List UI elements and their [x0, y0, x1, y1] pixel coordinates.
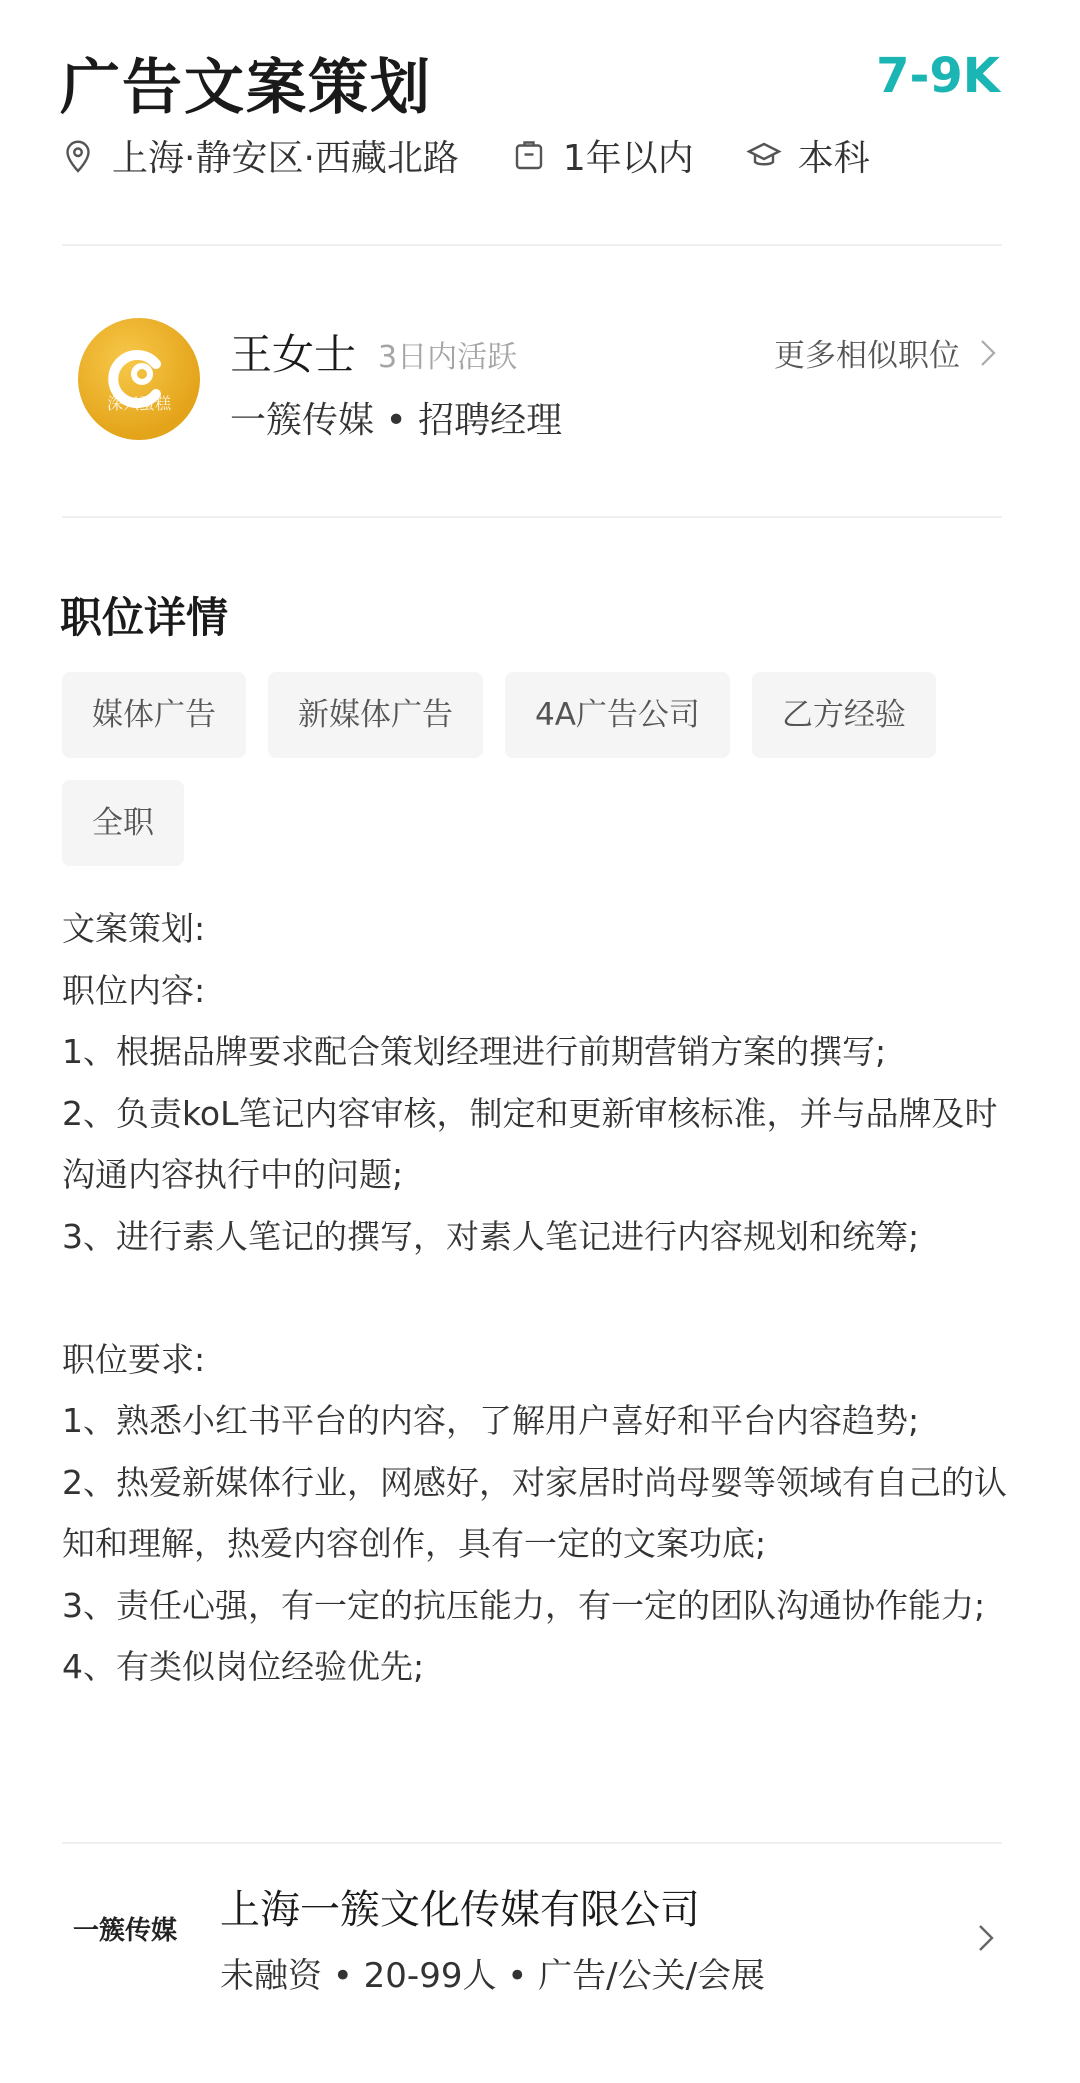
job-description: 文案策划: 职位内容: 1、根据品牌要求配合策划经理进行前期营销方案的撰写; 2、负责koL笔记内容审核，制定和更新审核标准，并与品牌及时沟通内容执行中的问题; 3、进行素人笔记的撰写，对素人笔记进行内容规划和统筹; 职位要求: 1、熟悉小红书平台的内容，了解用户喜好和平台内容趋势; 2、热爱新媒体行业，网感好，对家居时尚母婴等领域有自己的认知和理解，热爱内容创作，具有一定的文案功底; 3、责任心强，有一定的抗压能力，有一定的团队沟通协作能力; 4、有类似岗位经验优先; [62, 909, 1007, 1686]
company-name[interactable]: 上海一簇文化传媒有限公司 [220, 1887, 700, 1933]
chevron-right-icon[interactable] [974, 1918, 998, 1958]
similar-jobs-link[interactable] [774, 330, 1000, 375]
divider [62, 1842, 1002, 1844]
job-meta-row [60, 130, 922, 181]
recruiter-name: 王女士 [230, 330, 357, 379]
experience-text: 1年以内 [562, 138, 694, 179]
company-logo: 一簇传媒 [72, 1915, 177, 1946]
tag: 4A广告公司 [505, 672, 730, 758]
location-item [60, 130, 459, 181]
education-item [746, 130, 870, 181]
tag: 新媒体广告 [268, 672, 483, 758]
divider [62, 516, 1002, 518]
graduation-cap-icon [746, 138, 782, 174]
company-info: 未融资 • 20-99人 • 广告/公关/会展 [220, 1956, 766, 1996]
salary: 7-9K [876, 48, 1000, 104]
avatar-logo-text: 深兴蛋糕 [106, 394, 171, 413]
similar-jobs-label: 更多相似职位 [774, 338, 960, 374]
tag: 媒体广告 [62, 672, 246, 758]
chevron-right-icon [976, 335, 1000, 371]
recruiter-company-role: 一簇传媒 • 招聘经理 [230, 400, 563, 441]
avatar[interactable] [78, 318, 200, 440]
details-heading: 职位详情 [60, 593, 229, 642]
tag: 乙方经验 [752, 672, 936, 758]
job-title: 广告文案策划 [60, 53, 432, 123]
divider [62, 244, 1002, 246]
briefcase-icon [511, 138, 547, 174]
experience-item [511, 130, 694, 181]
education-text: 本科 [797, 138, 870, 179]
tag: 全职 [62, 780, 184, 866]
recruiter-active-status: 3日内活跃 [378, 340, 518, 375]
location-text: 上海·静安区·西藏北路 [112, 138, 459, 179]
tag-list [62, 672, 1022, 888]
location-icon [60, 138, 96, 174]
